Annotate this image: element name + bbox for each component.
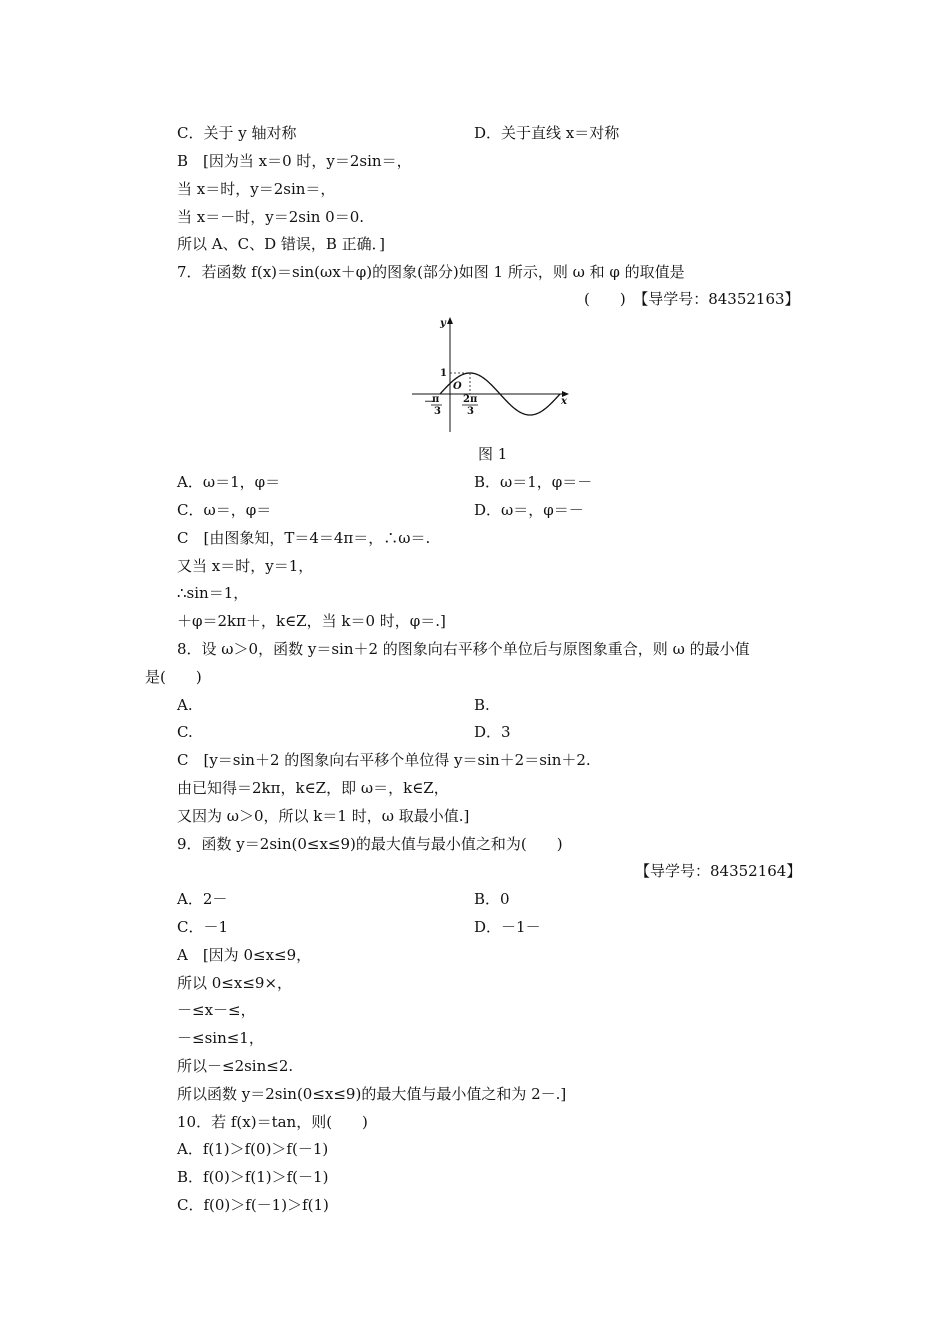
q7-option-d: D．ω＝，φ＝－ xyxy=(474,501,584,519)
q9-option-a: A．2－ xyxy=(177,890,228,908)
q6-solution-line-2: 当 x＝时，y＝2sin＝， xyxy=(177,180,336,198)
q8-solution-line-2: 由已知得＝2kπ，k∈Z，即 ω＝，k∈Z， xyxy=(177,779,449,797)
q7-option-a: A．ω＝1，φ＝ xyxy=(177,473,281,491)
y-one-label: 1 xyxy=(440,368,447,379)
q10-option-c: C．f(0)＞f(－1)＞f(1) xyxy=(177,1196,329,1214)
q7-option-b: B．ω＝1，φ＝－ xyxy=(474,473,593,491)
sine-graph-svg xyxy=(410,312,575,432)
q8-option-a: A. xyxy=(177,696,193,714)
q9-solution-line-6: 所以函数 y＝2sin(0≤x≤9)的最大值与最小值之和为 2－.] xyxy=(177,1085,567,1103)
q7-solution-line-1: C [由图象知，T＝4＝4π＝，∴ω＝. xyxy=(177,529,431,547)
left-tick-denominator: 3 xyxy=(434,406,441,417)
q8-option-b: B. xyxy=(474,696,490,714)
q8-stem-line-1: 8．设 ω＞0，函数 y＝sin＋2 的图象向右平移个单位后与原图象重合，则 ω 的最小值 xyxy=(177,640,750,658)
left-tick-numerator: π xyxy=(432,394,440,405)
q9-stem: 9．函数 y＝2sin(0≤x≤9)的最大值与最小值之和为( ) xyxy=(177,835,563,853)
origin-label: O xyxy=(453,381,462,392)
q6-option-c: C．关于 y 轴对称 xyxy=(177,124,297,142)
q7-figure-caption: 图 1 xyxy=(478,445,508,463)
q8-option-c: C. xyxy=(177,723,193,741)
q10-stem: 10．若 f(x)＝tan，则( ) xyxy=(177,1113,368,1131)
q9-ref: 【导学号：84352164】 xyxy=(635,862,802,880)
q7-option-c: C．ω＝，φ＝ xyxy=(177,501,272,519)
x-axis-label: x xyxy=(561,396,567,407)
q7-sine-graph-figure xyxy=(410,312,575,432)
q6-solution-line-4: 所以 A、C、D 错误，B 正确．] xyxy=(177,235,386,253)
q8-solution-line-3: 又因为 ω＞0，所以 k＝1 时，ω 取最小值.] xyxy=(177,807,470,825)
q6-solution-line-1: B [因为当 x＝0 时，y＝2sin＝， xyxy=(177,152,412,170)
q9-solution-line-1: A [因为 0≤x≤9， xyxy=(177,946,312,964)
right-tick-numerator: 2π xyxy=(463,394,478,405)
right-tick-denominator: 3 xyxy=(467,406,474,417)
q7-answer-bracket-and-ref: ( ) 【导学号：84352163】 xyxy=(584,290,800,308)
q6-solution-line-3: 当 x＝－时，y＝2sin 0＝0. xyxy=(177,208,365,226)
q9-solution-line-2: 所以 0≤x≤9×， xyxy=(177,974,293,992)
q9-option-b: B．0 xyxy=(474,890,510,908)
q6-option-d: D．关于直线 x＝对称 xyxy=(474,124,620,142)
q9-option-d: D．－1－ xyxy=(474,918,541,936)
q8-option-d: D．3 xyxy=(474,723,511,741)
q9-solution-line-3: －≤x－≤， xyxy=(177,1001,256,1019)
q7-solution-line-2: 又当 x＝时，y＝1， xyxy=(177,557,314,575)
q8-stem-line-2: 是( ) xyxy=(145,668,202,686)
left-tick-minus: － xyxy=(424,397,434,408)
q9-solution-line-5: 所以－≤2sin≤2. xyxy=(177,1057,294,1075)
q7-solution-line-3: ∴sin＝1， xyxy=(177,584,249,602)
q9-solution-line-4: －≤sin≤1， xyxy=(177,1029,264,1047)
q8-solution-line-1: C [y＝sin＋2 的图象向右平移个单位得 y＝sin＋2＝sin＋2. xyxy=(177,751,591,769)
q10-option-b: B．f(0)＞f(1)＞f(－1) xyxy=(177,1168,329,1186)
y-axis-label: y xyxy=(440,318,446,329)
q7-stem: 7．若函数 f(x)＝sin(ωx＋φ)的图象(部分)如图 1 所示，则 ω 和 φ 的取值是 xyxy=(177,263,685,281)
q9-option-c: C．－1 xyxy=(177,918,229,936)
q7-solution-line-4: ＋φ＝2kπ＋，k∈Z，当 k＝0 时，φ＝.] xyxy=(177,612,446,630)
q10-option-a: A．f(1)＞f(0)＞f(－1) xyxy=(177,1140,329,1158)
